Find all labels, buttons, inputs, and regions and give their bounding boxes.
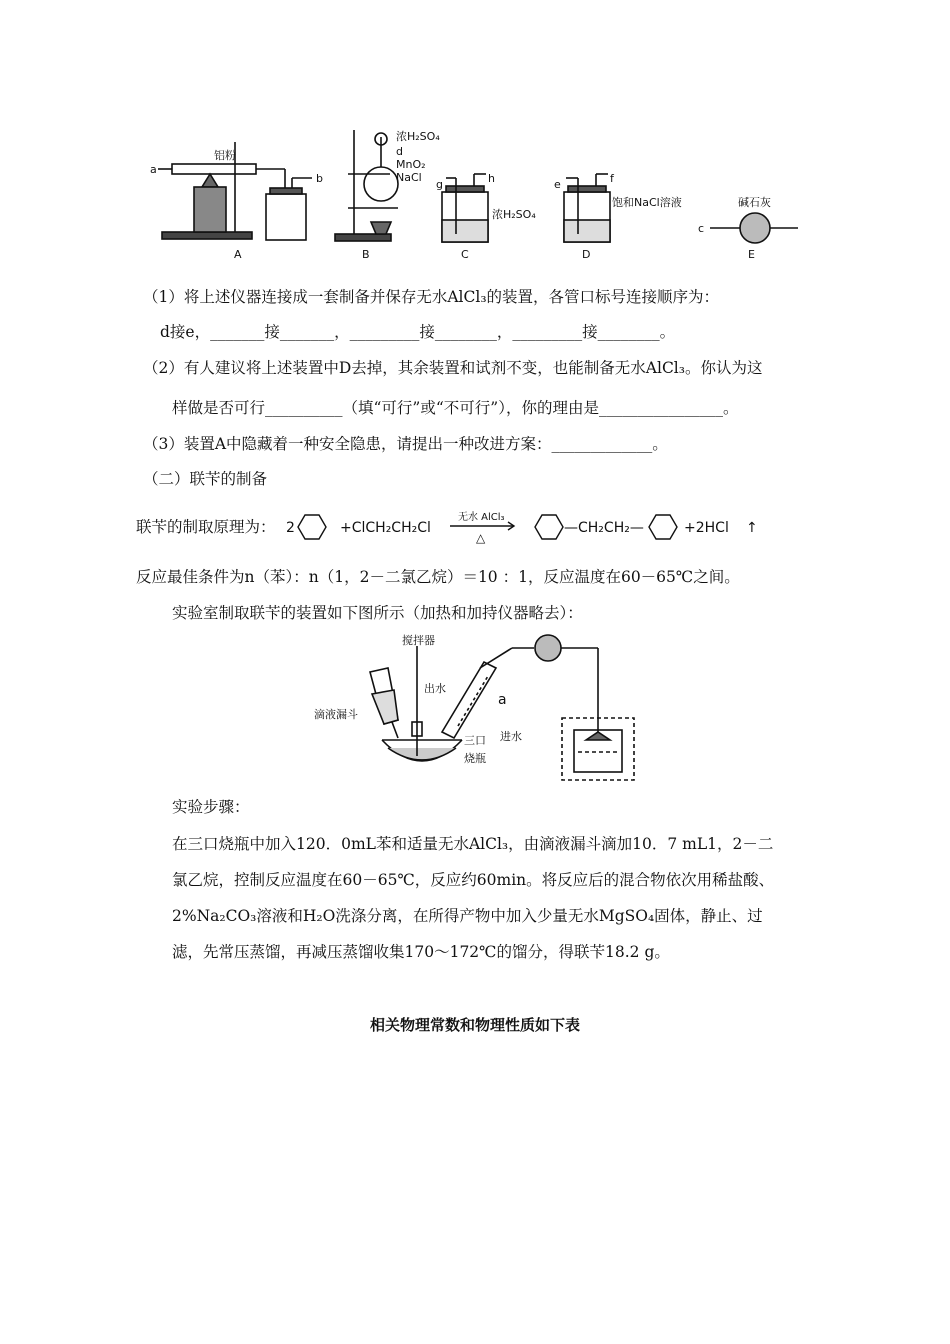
caption-e: E <box>748 248 755 261</box>
tube-label-c: c <box>698 222 705 235</box>
principle-label: 联苄的制取原理为： <box>136 518 276 536</box>
water-out-label: 出水 <box>424 682 446 695</box>
flask-label-line-2: 烧瓶 <box>464 752 486 765</box>
conc-h2so4-label-c: 浓H₂SO₄ <box>492 208 536 221</box>
question-1-line-1: （1）将上述仪器连接成一套制备并保存无水AlCl₃的装置，各管口标号连接顺序为： <box>143 288 720 306</box>
procedure-title: 实验步骤： <box>172 798 250 816</box>
nacl-label: NaCl <box>396 171 422 184</box>
caption-d: D <box>582 248 591 261</box>
apparatus-figure-1 <box>150 122 810 264</box>
flask-label-line-1: 三口 <box>464 734 486 747</box>
caption-a: A <box>234 248 242 261</box>
tube-label-d: d <box>396 145 403 158</box>
heat-symbol: △ <box>476 531 486 545</box>
table-title: 相关物理常数和物理性质如下表 <box>369 1016 580 1034</box>
condenser-label-a: a <box>498 692 507 708</box>
procedure-line-1: 在三口烧瓶中加入120．0mL苯和适量无水AlCl₃，由滴液漏斗滴加10．7 mL1，2－二 <box>172 835 774 853</box>
reaction-condition: 反应最佳条件为n（苯）：n（1，2－二氯乙烷）＝10 ：1，反应温度在60－65℃之间。 <box>136 568 740 586</box>
question-2-line-1: （2）有人建议将上述装置中D去掉，其余装置和试剂不变，也能制备无水AlCl₃。你认为这 <box>143 359 763 377</box>
mno2-label: MnO₂ <box>396 158 426 171</box>
benzene-ring-right <box>649 515 677 539</box>
coefficient-2: 2 <box>286 520 295 536</box>
gas-arrow: ↑ <box>746 520 758 536</box>
water-in-label: 进水 <box>500 730 522 743</box>
soda-lime-label: 碱石灰 <box>738 196 771 209</box>
tube-label-g: g <box>436 178 443 191</box>
hcl-product: +2HCl <box>684 520 729 536</box>
procedure-line-3: 2%Na₂CO₃溶液和H₂O洗涤分离，在所得产物中加入少量无水MgSO₄固体，静止、过 <box>172 907 763 925</box>
tube-label-b: b <box>316 172 323 185</box>
benzene-ring-left <box>535 515 563 539</box>
aluminum-powder-label: 铝粉 <box>214 149 236 162</box>
ethylene-bridge: —CH₂CH₂— <box>564 520 644 536</box>
question-3-line-1: （3）装置A中隐藏着一种安全隐患，请提出一种改进方案：_____________。 <box>143 435 668 453</box>
question-1-line-2: d接e，_______接_______，_________接________，_________接________。 <box>160 323 676 341</box>
procedure-line-4: 滤，先常压蒸馏，再减压蒸馏收集170～172℃的馏分，得联苄18.2 g。 <box>172 943 670 961</box>
saturated-nacl-label: 饱和NaCl溶液 <box>612 196 682 209</box>
catalyst-label: 无水 AlCl₃ <box>458 512 505 523</box>
tube-label-e: e <box>554 178 561 191</box>
tube-label-f: f <box>610 172 614 185</box>
reagent-dichloroethane: +ClCH₂CH₂Cl <box>340 520 431 536</box>
benzene-ring-reactant <box>298 515 326 539</box>
apparatus-intro: 实验室制取联苄的装置如下图所示（加热和加持仪器略去）： <box>172 604 583 622</box>
conc-h2so4-label-b: 浓H₂SO₄ <box>396 130 440 143</box>
section-2-heading: （二）联苄的制备 <box>143 470 268 488</box>
stirrer-label: 搅拌器 <box>402 634 435 647</box>
dropping-funnel-label: 滴液漏斗 <box>314 708 358 721</box>
tube-label-a: a <box>150 163 157 176</box>
caption-c: C <box>461 248 469 261</box>
reaction-equation <box>280 500 770 550</box>
question-2-line-2: 样做是否可行__________（填“可行”或“不可行”），你的理由是________________。 <box>172 399 739 417</box>
caption-b: B <box>362 248 370 261</box>
apparatus-figure-2 <box>312 632 642 782</box>
procedure-line-2: 氯乙烷，控制反应温度在60－65℃，反应约60min。将反应后的混合物依次用稀盐酸、 <box>172 871 775 889</box>
tube-label-h: h <box>488 172 495 185</box>
